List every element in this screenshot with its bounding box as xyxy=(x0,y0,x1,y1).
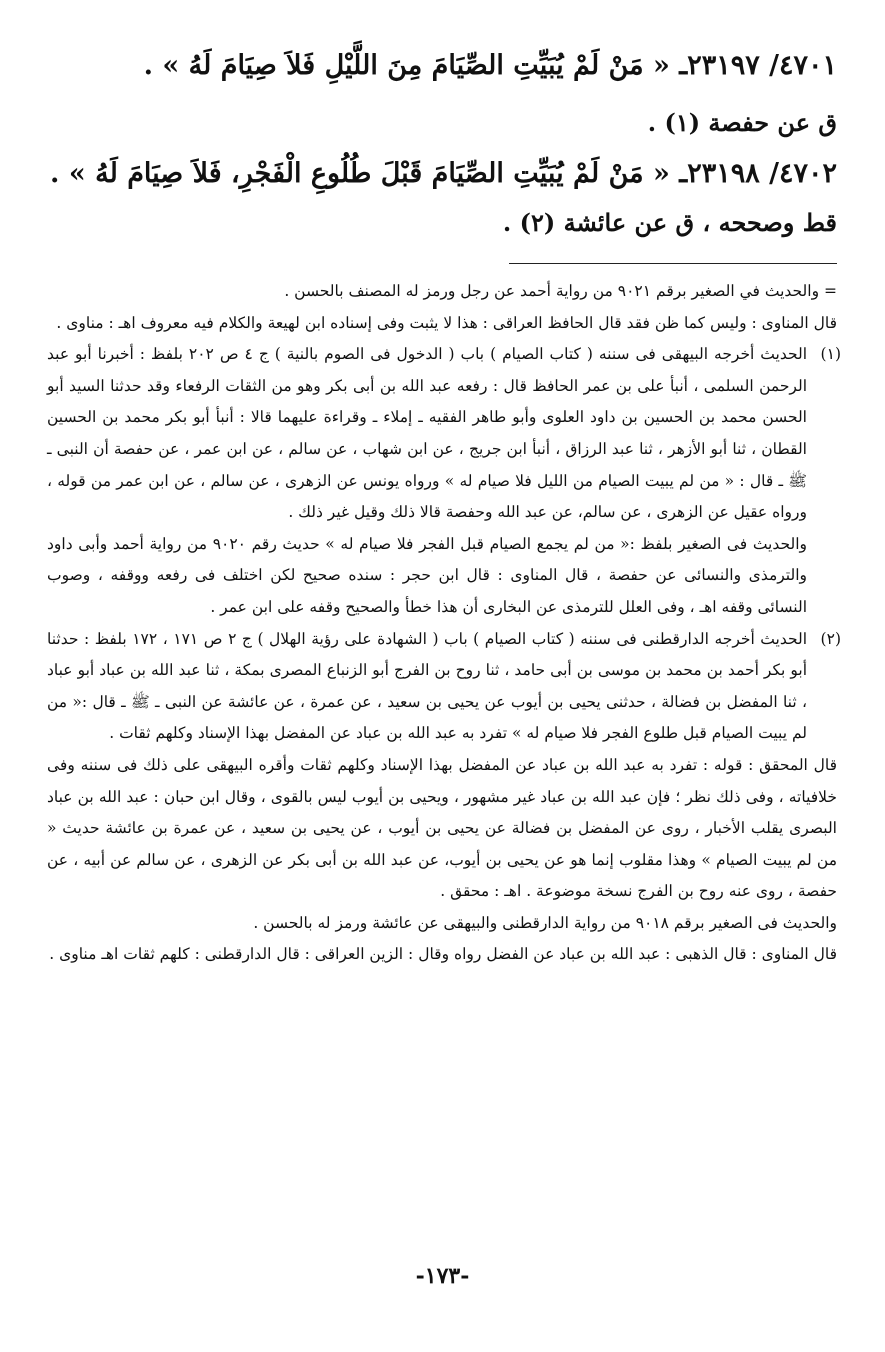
footnote-1-saghir xyxy=(47,529,837,624)
note-continuation: = والحديث في الصغير برقم ٩٠٢١ من رواية أحمد عن رجل ورمز له المصنف بالحسن . xyxy=(284,282,837,300)
hadith-4701-text: ٤٧٠١/ ٢٣١٩٧ـ « مَنْ لَمْ يُبَيِّتِ الصِّيَامَ مِنَ اللَّيْلِ فَلاَ صِيَامَ لَهُ » . xyxy=(143,50,837,81)
footnote-divider xyxy=(509,263,837,264)
footnote-2-text: الحديث أخرجه الدارقطنى فى سننه ( كتاب الصيام ) باب ( الشهادة على رؤية الهلال ) ج ٢ ص ١٧١ ، ١٧٢ بلفظ : حدثنا أبو بكر أحمد بن محمد بن موسى بن أبى حامد ، ثنا روح بن الفرج أبو الزنباع المصرى بمكة ، ثنا عبد الله بن عباد أبو عباد ، ثنا المفضل بن فضالة ، حدثنى يحيى بن أيوب عن يحيى بن سعيد ، عن عمرة ، عن عائشة عن النبى ـ ﷺ ـ قال :« من لم يبيت الصيام قبل طلوع الفجر فلا صيام له » تفرد به عبد الله بن عباد عن المفضل بهذا الإسناد وكلهم ثقات . xyxy=(47,629,808,743)
note-muhaqqiq: قال المحقق : قوله : تفرد به عبد الله بن عباد عن المفضل بهذا الإسناد وكلهم ثقات وأقره البيهقى على ذلك فى سننه وفى خلافياته ، وفى ذلك نظر ؛ فإن عبد الله بن عباد غير مشهور ، ويحيى بن أيوب ليس بالقوى ، وقال ابن حبان : عبد الله بن عباد البصرى يقلب الأخبار ، روى عن المفضل بن فضالة عن يحيى بن أيوب ، عن يحيى بن سعيد ، عن عمرة بن عائشة حديث « من لم يبيت الصيام » وهذا مقلوب إنما هو عن يحيى بن أيوب، عن عبد الله بن أبى بكر عن الزهرى ، عن سالم عن أبيه ، عن حفصة ، روى عنه روح بن الفرج نسخة موضوعة . اهـ : محقق . xyxy=(47,755,837,901)
footnote-1-number: (١) xyxy=(820,345,841,364)
hadith-4702-text: ٤٧٠٢/ ٢٣١٩٨ـ « مَنْ لَمْ يُبَيِّتِ الصِّيَامَ قَبْلَ طُلُوعِ الْفَجْرِ، فَلاَ صِيَامَ لَهُ » . xyxy=(50,158,837,189)
hadith-4702-source: قط وصححه ، ق عن عائشة (٢) . xyxy=(502,208,837,237)
note-munawi-2: قال المناوى : قال الذهبى : عبد الله بن عباد عن الفضل رواه وقال : الزين العراقى : قال الدارقطنى : كلهم ثقات اهـ مناوى . xyxy=(49,945,837,964)
page-number: -١٧٣- xyxy=(415,1263,470,1289)
footnote-1-text: الحديث أخرجه البيهقى فى سننه ( كتاب الصيام ) باب ( الدخول فى الصوم بالنية ) ج ٤ ص ٢٠٢ بلفظ : أخبرنا أبو عبد الرحمن السلمى ، أنبأ على بن عمر الحافظ قال : رفعه عبد الله بن أبى بكر وهو من الثقات الرفعاء وقد حدثنا السيد أبو الحسن محمد بن الحسين بن داود العلوى وأبو طاهر الفقيه ـ إملاء ـ وقراءة عليهما قالا : أنبأ أبو بكر محمد بن الحسين القطان ، ثنا أبو الأزهر ، ثنا عبد الرزاق ، أنبأ ابن جريج ، عن ابن شهاب ، عن سالم ، عن ابن عمر ، عن حفصة أن النبى ـ ﷺ ـ قال : « من لم يبيت الصيام من الليل فلا صيام له » ورواه يونس عن الزهرى ، عن سالم ، عن ابن عمر من قوله ، ورواه عقيل عن الزهرى ، عن سالم، عن عبد الله وحفصة قالا ذلك وقيل غير ذلك . xyxy=(47,345,808,522)
hadith-4701-source: ق عن حفصة (١) . xyxy=(647,108,837,137)
footnote-1 xyxy=(47,339,841,529)
footnotes xyxy=(47,276,841,971)
footnote-2 xyxy=(47,624,841,750)
note-munawi-1: قال المناوى : وليس كما ظن فقد قال الحافظ العراقى : هذا لا يثبت وفى إسناده ابن لهيعة والكلام فيه معروف اهـ : مناوى . xyxy=(56,313,837,332)
footnote-2-number: (٢) xyxy=(820,629,841,648)
footnote-1-saghir-text: والحديث فى الصغير بلفظ :« من لم يجمع الصيام قبل الفجر فلا صيام له » حديث رقم ٩٠٢٠ من رواية أحمد وأبى داود والترمذى والنسائى عن حفصة ، قال المناوى : قال ابن حجر : سنده صحيح لكن اختلف فى رفعه ووقفه ، وصوب النسائى وقفه اهـ ، وفى العلل للترمذى عن البخارى أن هذا خطأ والصحيح وقفه على ابن عمر . xyxy=(47,534,808,616)
note-saghir-9018: والحديث فى الصغير برقم ٩٠١٨ من رواية الدارقطنى والبيهقى عن عائشة ورمز له بالحسن . xyxy=(253,913,837,932)
